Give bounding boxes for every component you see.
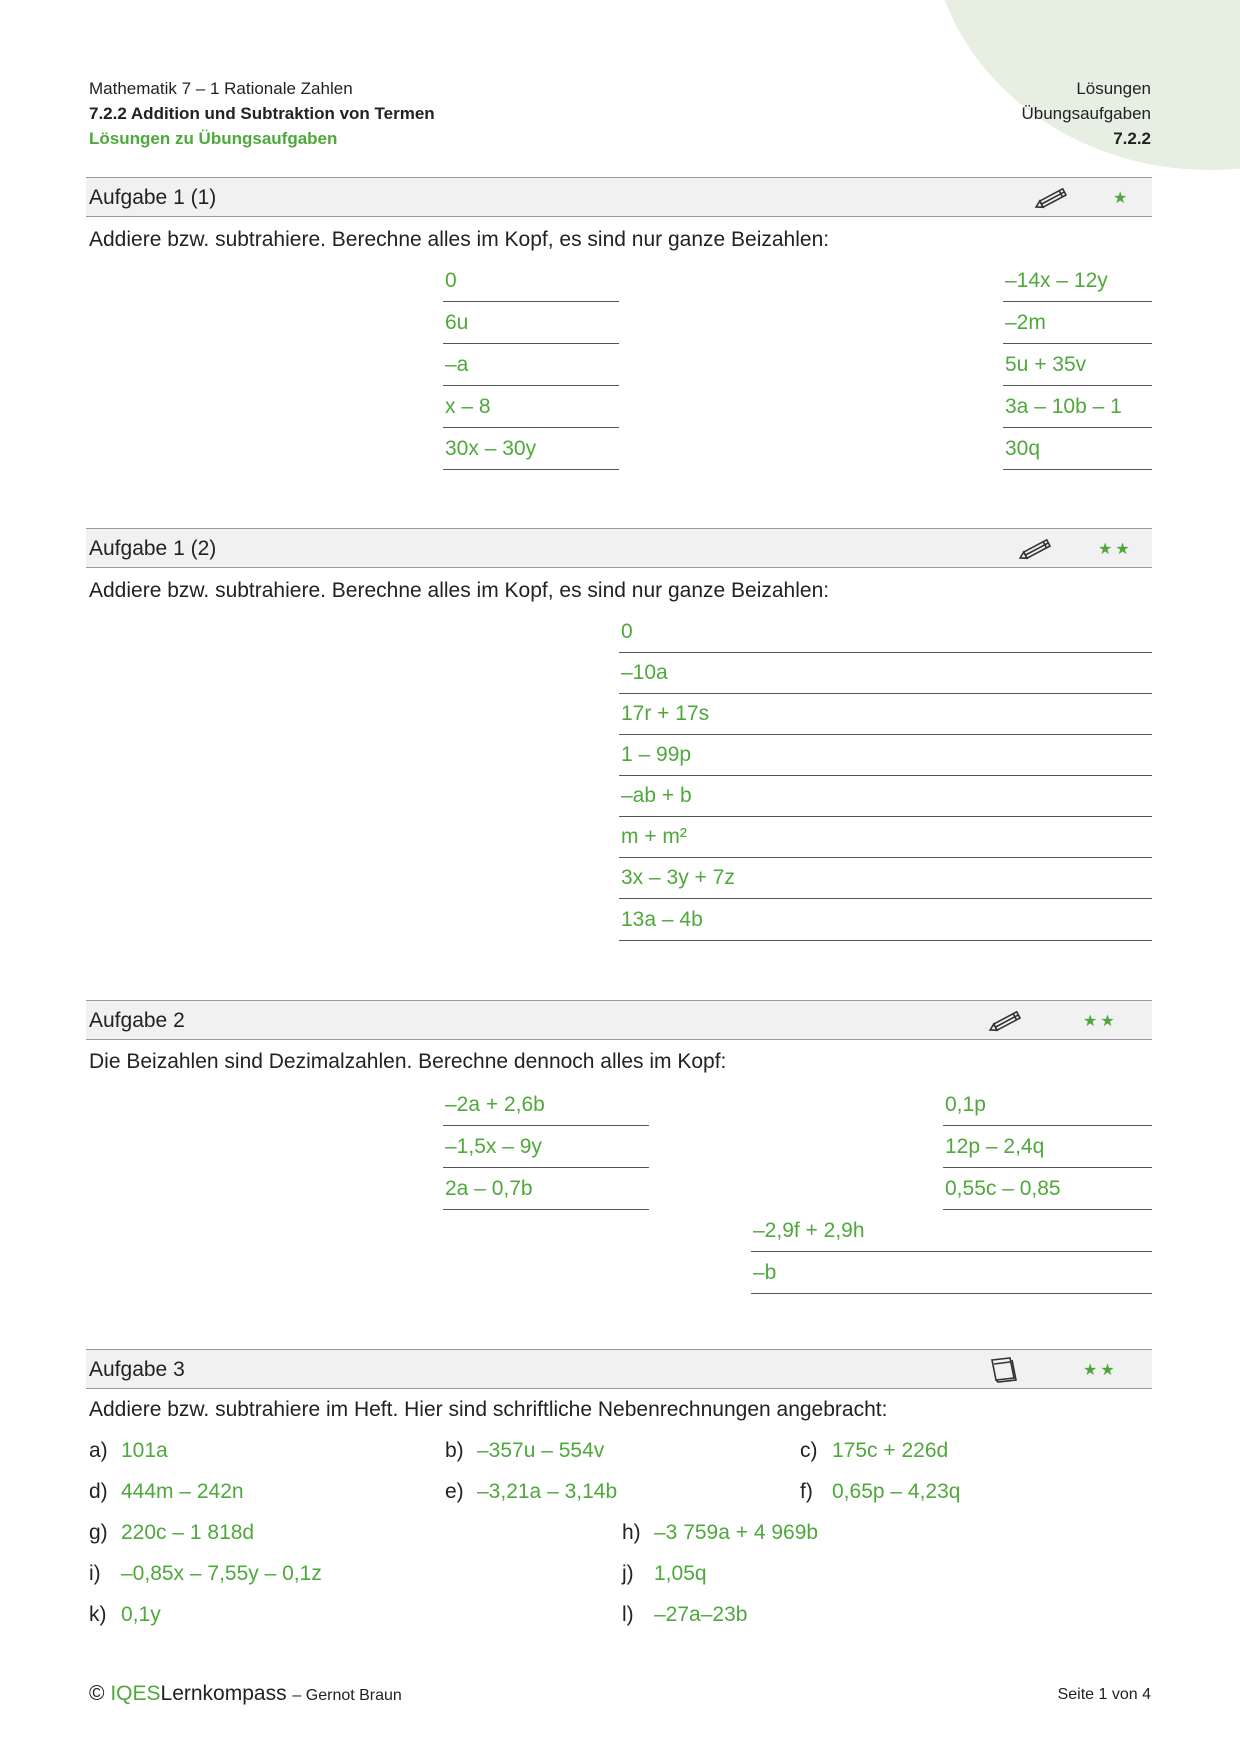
- item-answer: 220c – 1 818d: [121, 1521, 255, 1544]
- item-answer: 1,05q: [654, 1562, 707, 1585]
- list-item: [445, 1439, 604, 1463]
- document-header-right: [1021, 76, 1151, 151]
- author: – Gernot Braun: [292, 1687, 402, 1704]
- answer-line: [619, 734, 1152, 735]
- item-answer: –27a–23b: [654, 1603, 748, 1626]
- list-item: [89, 1480, 244, 1504]
- answer-line: [619, 652, 1152, 653]
- task-header: [86, 1349, 1152, 1389]
- difficulty-stars: ★★: [1098, 541, 1133, 558]
- list-item: [89, 1439, 168, 1463]
- item-label: e): [445, 1480, 464, 1503]
- notebook-icon: [984, 1356, 1024, 1384]
- list-item: [89, 1521, 254, 1545]
- equation-answer: –10a: [621, 661, 668, 684]
- equation-answer: 6u: [445, 311, 469, 334]
- answer-line: [943, 1167, 1152, 1168]
- answer-line: [443, 1125, 649, 1126]
- equation-answer: –2a + 2,6b: [445, 1093, 545, 1116]
- equation-answer: 30q: [1005, 437, 1041, 460]
- task-header: [86, 528, 1152, 568]
- equation-answer: 0,1p: [945, 1093, 986, 1116]
- answer-line: [443, 343, 619, 344]
- item-answer: 101a: [121, 1439, 168, 1462]
- equation-answer: –2m: [1005, 311, 1046, 334]
- equation-answer: 17r + 17s: [621, 702, 710, 725]
- answer-line: [619, 775, 1152, 776]
- equation-answer: 3a – 10b – 1: [1005, 395, 1122, 418]
- answer-line: [751, 1251, 1152, 1252]
- pencil-icon: [1018, 535, 1058, 563]
- item-label: j): [622, 1562, 634, 1585]
- item-answer: –0,85x – 7,55y – 0,1z: [121, 1562, 322, 1585]
- equation-answer: x – 8: [445, 395, 491, 418]
- equation-answer: 30x – 30y: [445, 437, 537, 460]
- item-label: h): [622, 1521, 641, 1544]
- pencil-icon: [988, 1007, 1028, 1035]
- course-title: Mathematik 7 – 1 Rationale Zahlen: [89, 79, 353, 98]
- difficulty-stars: ★: [1113, 190, 1131, 207]
- task-title: Aufgabe 1 (2): [89, 537, 217, 560]
- item-answer: 175c + 226d: [832, 1439, 949, 1462]
- task-header: [86, 177, 1152, 217]
- answer-line: [443, 1209, 649, 1210]
- item-answer: 0,65p – 4,23q: [832, 1480, 961, 1503]
- answer-line: [1003, 385, 1152, 386]
- difficulty-stars: ★★: [1083, 1013, 1118, 1030]
- equation-answer: 0,55c – 0,85: [945, 1177, 1061, 1200]
- list-item: [800, 1480, 960, 1504]
- equation-answer: m + m²: [621, 825, 687, 848]
- task-instruction: Addiere bzw. subtrahiere. Berechne alles im Kopf, es sind nur ganze Beizahlen:: [89, 228, 830, 251]
- equation-answer: 0: [621, 620, 633, 643]
- answer-line: [1003, 301, 1152, 302]
- answer-line: [943, 1125, 1152, 1126]
- section-title: 7.2.2 Addition und Subtraktion von Termen: [89, 104, 435, 123]
- item-answer: 444m – 242n: [121, 1480, 244, 1503]
- item-label: f): [800, 1480, 813, 1503]
- task-title: Aufgabe 3: [89, 1358, 185, 1381]
- list-item: [622, 1521, 818, 1545]
- list-item: [622, 1603, 747, 1627]
- task-instruction: Addiere bzw. subtrahiere. Berechne alles im Kopf, es sind nur ganze Beizahlen:: [89, 579, 830, 602]
- answer-line: [443, 301, 619, 302]
- equation-answer: –a: [445, 353, 469, 376]
- equation-answer: 1 – 99p: [621, 743, 692, 766]
- equation-answer: 3x – 3y + 7z: [621, 866, 735, 889]
- pencil-icon: [1034, 184, 1074, 212]
- answer-line: [443, 1167, 649, 1168]
- brand-iqes: IQES: [110, 1682, 161, 1705]
- footer-brand: [89, 1682, 402, 1706]
- item-label: d): [89, 1480, 108, 1503]
- item-label: g): [89, 1521, 108, 1544]
- task-instruction: Die Beizahlen sind Dezimalzahlen. Berechne dennoch alles im Kopf:: [89, 1050, 727, 1073]
- list-item: [89, 1603, 161, 1627]
- task-instruction: Addiere bzw. subtrahiere im Heft. Hier sind schriftliche Nebenrechnungen angebracht:: [89, 1398, 888, 1421]
- equation-answer: 5u + 35v: [1005, 353, 1087, 376]
- item-answer: –3,21a – 3,14b: [477, 1480, 618, 1503]
- copyright-icon: ©: [89, 1682, 105, 1705]
- equation-answer: 12p – 2,4q: [945, 1135, 1045, 1158]
- item-label: l): [622, 1603, 634, 1626]
- item-label: b): [445, 1439, 464, 1462]
- list-item: [89, 1562, 322, 1586]
- item-label: c): [800, 1439, 818, 1462]
- item-label: a): [89, 1439, 108, 1462]
- item-answer: –3 759a + 4 969b: [654, 1521, 819, 1544]
- answer-line: [943, 1209, 1152, 1210]
- list-item: [445, 1480, 617, 1504]
- list-item: [800, 1439, 948, 1463]
- answer-line: [751, 1293, 1152, 1294]
- answer-line: [619, 693, 1152, 694]
- equation-answer: 13a – 4b: [621, 908, 703, 931]
- header-section-number: 7.2.2: [1113, 129, 1151, 148]
- task-title: Aufgabe 1 (1): [89, 186, 217, 209]
- item-answer: –357u – 554v: [477, 1439, 605, 1462]
- answer-line: [619, 857, 1152, 858]
- brand-lernkompass: Lernkompass: [160, 1682, 287, 1705]
- page-number: Seite 1 von 4: [1057, 1686, 1151, 1703]
- document-header: [89, 76, 435, 151]
- answer-line: [443, 427, 619, 428]
- header-label-solutions: Lösungen: [1076, 79, 1151, 98]
- item-label: i): [89, 1562, 101, 1585]
- subtitle: Lösungen zu Übungsaufgaben: [89, 129, 338, 148]
- list-item: [622, 1562, 707, 1586]
- answer-line: [619, 940, 1152, 941]
- item-answer: 0,1y: [121, 1603, 161, 1626]
- task-title: Aufgabe 2: [89, 1009, 185, 1032]
- item-label: k): [89, 1603, 107, 1626]
- equation-answer: –ab + b: [621, 784, 692, 807]
- equation-answer: –1,5x – 9y: [445, 1135, 542, 1158]
- answer-line: [1003, 469, 1152, 470]
- answer-line: [1003, 427, 1152, 428]
- answer-line: [443, 469, 619, 470]
- equation-answer: –b: [753, 1261, 777, 1284]
- equation-answer: 2a – 0,7b: [445, 1177, 533, 1200]
- answer-line: [443, 385, 619, 386]
- equation-answer: –14x – 12y: [1005, 269, 1108, 292]
- answer-line: [619, 898, 1152, 899]
- answer-line: [619, 816, 1152, 817]
- equation-answer: 0: [445, 269, 457, 292]
- difficulty-stars: ★★: [1083, 1362, 1118, 1379]
- task-header: [86, 1000, 1152, 1040]
- answer-line: [1003, 343, 1152, 344]
- header-label-exercises: Übungsaufgaben: [1021, 104, 1151, 123]
- equation-answer: –2,9f + 2,9h: [753, 1219, 865, 1242]
